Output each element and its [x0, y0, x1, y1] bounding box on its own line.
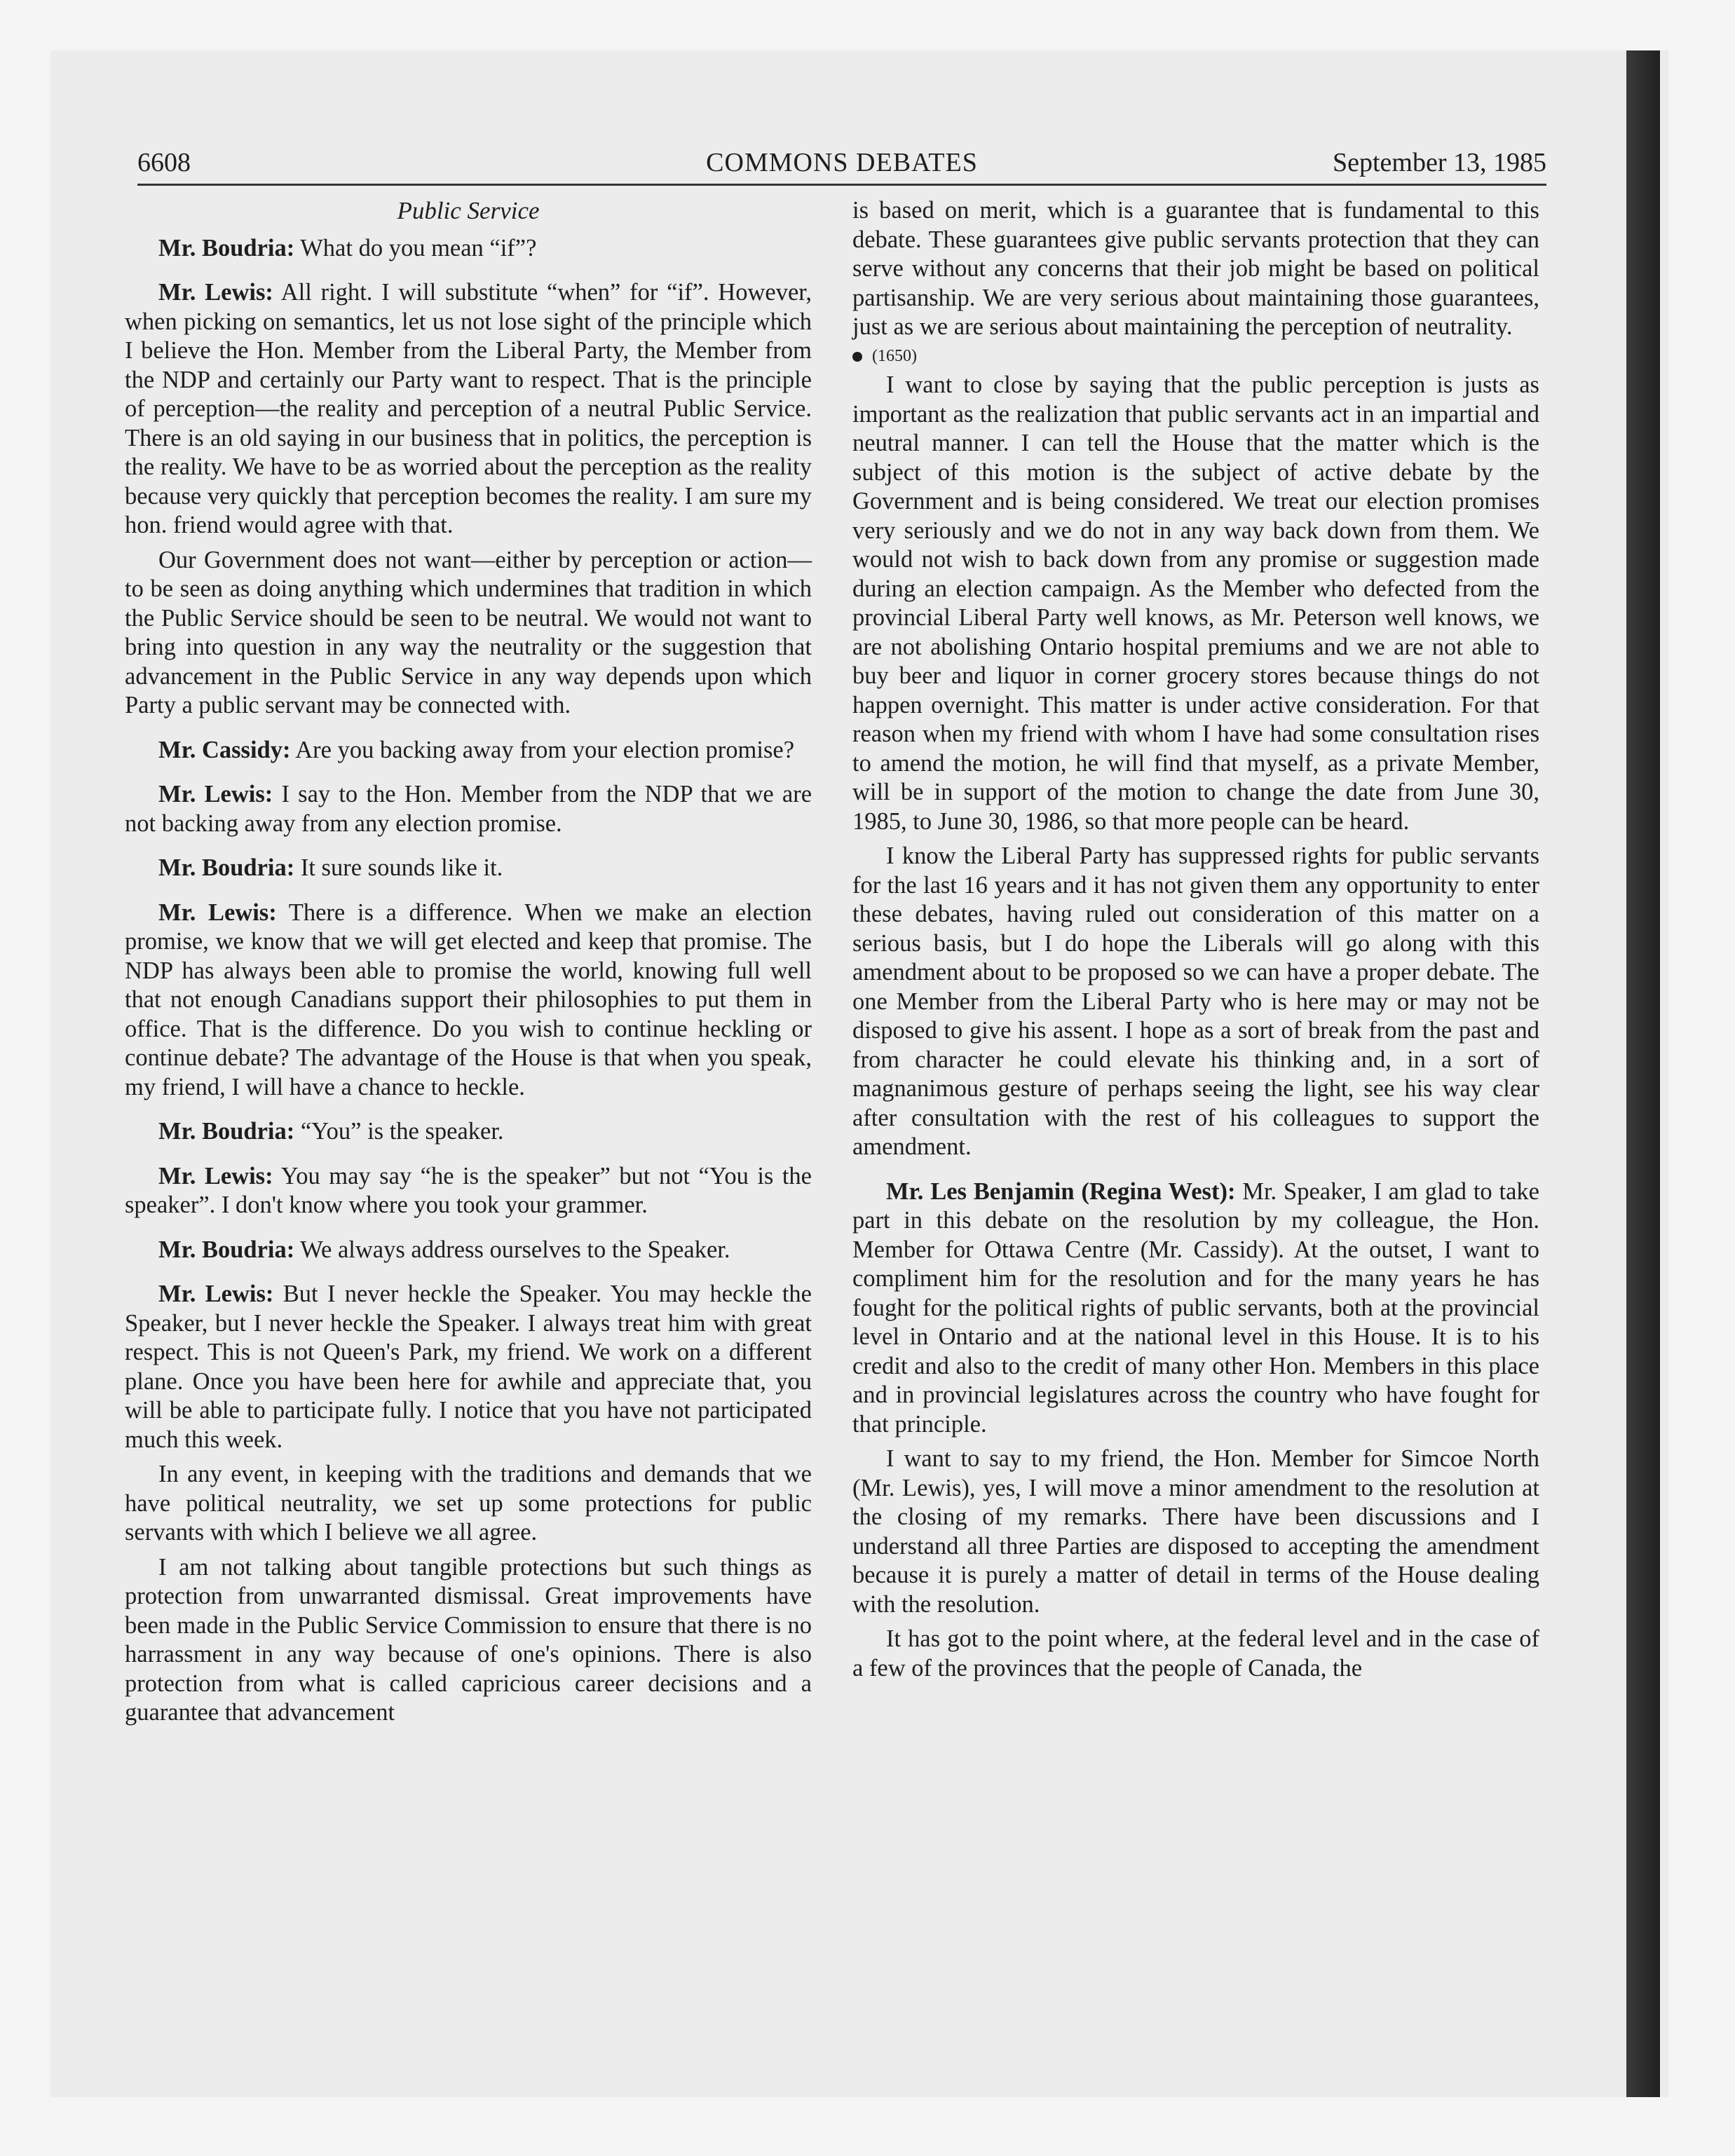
speech-paragraph	[125, 780, 812, 838]
speaker-name: Mr. Les Benjamin (Regina West):	[886, 1178, 1236, 1205]
speech-paragraph	[852, 371, 1539, 836]
speaker-name: Mr. Lewis:	[158, 279, 273, 306]
speech-paragraph	[125, 736, 812, 765]
speech-paragraph	[125, 1162, 812, 1220]
speech-text: Mr. Speaker, I am glad to take part in this debate on the resolution by my colleague, the Hon. Member for Ottawa Centre (Mr. Cassidy). At the outset, I want to compliment him for the resolution and for the many years he has fought for the political rights of public servants, both at the provincial level in Ontario and at the national level in this House. It is to his credit and also to the credit of many other Hon. Members in this place and in provincial legislatures across the country who have fought for that principle.	[852, 1178, 1539, 1438]
speech-paragraph	[125, 854, 812, 883]
speech-paragraph	[125, 278, 812, 540]
speech-text: I know the Liberal Party has suppressed rights for public servants for the last 16 years and it has not given them any opportunity to enter these debates, having ruled out consideration of this matter on a serious basis, but I do hope the Liberals will go along with this amendment about to be proposed so we can have a proper debate. The one Member from the Liberal Party who is here may or may not be disposed to give his assent. I hope as a sort of break from the past and from character he could elevate his thinking and, in a sort of magnanimous gesture of perhaps seeing the light, see his way clear after consultation with the rest of his colleagues to support the amendment.	[852, 842, 1539, 1160]
speech-text: I want to say to my friend, the Hon. Member for Simcoe North (Mr. Lewis), yes, I will move a minor amendment to the resolution at the closing of my remarks. There have been discussions and I understand all three Parties are disposed to accepting the amendment because it is purely a matter of detail in terms of the House dealing with the resolution.	[852, 1445, 1539, 1618]
speech-text: Are you backing away from your election promise?	[290, 736, 795, 763]
speaker-name: Mr. Lewis:	[158, 1162, 273, 1189]
speech-text: I am not talking about tangible protections but such things as protection from unwarranted dismissal. Great improvements have been made in the Public Service Commission to ensure that there is no harrassment in any way because of one's opinions. There is also protection from what is called capricious career decisions and a guarantee that advancement	[125, 1553, 812, 1726]
speech-text: You may say “he is the speaker” but not “You is the speaker”. I don't know where you took your grammer.	[125, 1162, 812, 1218]
bullet-icon	[852, 352, 862, 362]
speech-text: In any event, in keeping with the traditions and demands that we have political neutrality, we set up some protections for public servants with which I believe we all agree.	[125, 1461, 812, 1546]
speaker-name: Mr. Lewis:	[158, 899, 277, 926]
publication-title: COMMONS DEBATES	[706, 148, 978, 177]
right-column	[852, 196, 1539, 1683]
speech-paragraph	[125, 546, 812, 721]
speaker-name: Mr. Boudria:	[158, 234, 295, 261]
speaker-name: Mr. Cassidy:	[158, 736, 291, 763]
speech-paragraph	[125, 899, 812, 1103]
timestamp-marker	[852, 342, 1539, 371]
speech-text: “You” is the speaker.	[294, 1118, 504, 1145]
speech-text: But I never heckle the Speaker. You may heckle the Speaker, but I never heckle the Speaker. I always treat him with great respect. This is not Queen's Park, my friend. We work on a different plane. Once you have been here for awhile and appreciate that, you will be able to participate fully. I notice that you have not participated much this week.	[125, 1281, 812, 1453]
speech-text: Our Government does not want—either by perception or action—to be seen as doing anything which undermines that tradition in which the Public Service should be seen to be neutral. We would not want to bring into question in any way the neutrality or the suggestion that advancement in the Public Service in any way depends upon which Party a public servant may be connected with.	[125, 546, 812, 718]
speech-text: What do you mean “if”?	[294, 234, 537, 261]
speech-paragraph	[852, 842, 1539, 1162]
header-rule	[137, 184, 1546, 186]
publication-date: September 13, 1985	[1332, 148, 1546, 177]
speech-text: It sure sounds like it.	[294, 854, 503, 881]
scan-edge-shadow	[1626, 50, 1660, 2097]
speaker-name: Mr. Lewis:	[158, 1281, 274, 1307]
speech-paragraph	[852, 1445, 1539, 1619]
speech-paragraph	[125, 1280, 812, 1454]
speech-text: All right. I will substitute “when” for “if”. However, when picking on semantics, let us not lose sight of the principle which I believe the Hon. Member from the Liberal Party, the Member from the NDP and certainly our Party want to respect. That is the principle of perception—the reality and perception of a neutral Public Service. There is an old saying in our business that in politics, the perception is the reality. We have to be as worried about the perception as the reality because very quickly that perception becomes the reality. I am sure my hon. friend would agree with that.	[125, 279, 812, 538]
timestamp-text: (1650)	[872, 346, 917, 365]
speech-paragraph	[125, 1117, 812, 1147]
left-column	[125, 196, 812, 1728]
speaker-name: Mr. Boudria:	[158, 1118, 295, 1145]
page-number: 6608	[137, 148, 191, 177]
speech-paragraph	[125, 234, 812, 264]
speaker-name: Mr. Boudria:	[158, 854, 295, 881]
section-heading: Public Service	[397, 197, 540, 224]
speech-paragraph	[125, 1553, 812, 1728]
speech-text: There is a difference. When we make an election promise, we know that we will get elected and keep that promise. The NDP has always been able to promise the world, knowing full well that not enough Canadians support their philosophies to put them in office. That is the difference. Do you wish to continue heckling or continue debate? The advantage of the House is that when you speak, my friend, I will have a chance to heckle.	[125, 899, 812, 1100]
speaker-name: Mr. Lewis:	[158, 781, 273, 807]
speech-paragraph	[125, 1236, 812, 1265]
speech-text: I say to the Hon. Member from the NDP that we are not backing away from any election promise.	[125, 781, 812, 837]
speech-paragraph-continued: is based on merit, which is a guarantee that is fundamental to this debate. These guarantees give public servants protection that they can serve without any concerns that their job might be based on political partisanship. We are very serious about maintaining those guarantees, just as we are serious about maintaining the perception of neutrality.	[852, 197, 1539, 340]
speech-text: It has got to the point where, at the federal level and in the case of a few of the provinces that the people of Canada, the	[852, 1625, 1539, 1681]
speaker-name: Mr. Boudria:	[158, 1236, 295, 1263]
speech-text: We always address ourselves to the Speaker.	[294, 1236, 730, 1263]
page-header	[137, 147, 1546, 184]
speech-paragraph	[852, 1178, 1539, 1440]
speech-paragraph	[852, 1625, 1539, 1683]
speech-paragraph	[125, 1460, 812, 1548]
speech-text: I want to close by saying that the public perception is justs as important as the realization that public servants act in an impartial and neutral manner. I can tell the House that the matter which is the subject of this motion is the subject of active debate by the Government and is being considered. We treat our election promises very seriously and we do not in any way back down from them. We would not wish to back down from any promise or suggestion made during an election campaign. As the Member who defected from the provincial Liberal Party well knows, as Mr. Peterson well knows, we are not abolishing Ontario hospital premiums and we are not able to buy beer and liquor in corner grocery stores because things do not happen overnight. This matter is under active consideration. For that reason when my friend with whom I have had some consultation rises to amend the motion, he will find that myself, as a private Member, will be in support of the motion to change the date from June 30, 1985, to June 30, 1986, so that more people can be heard.	[852, 371, 1539, 835]
